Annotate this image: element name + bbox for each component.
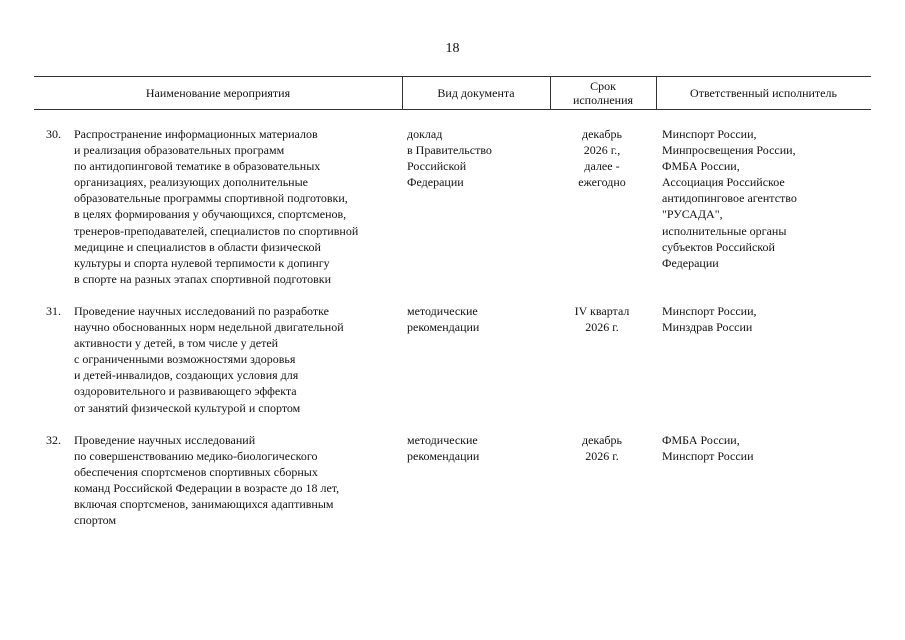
row-title: Распространение информационных материалов и реализация образовательных программ по антидопинговой тематике в образовательных организациях, реализующих дополнительные образовательные программы спортивной подготовки, в целях формирования у обучающихся, спортсменов, тренеров-преподавателей, специалистов по спортивной медицине и специалистов в области физической культуры и спорта нулевой терпимости к допингу в спорте на разных этапах спортивной подготовки	[74, 127, 359, 286]
row-deadline: декабрь 2026 г.	[582, 433, 622, 464]
row-doc-type: методические рекомендации	[407, 433, 480, 464]
row-responsible: Минспорт России, Минздрав России	[662, 304, 757, 335]
header-responsible: Ответственный исполнитель	[690, 86, 837, 100]
row-responsible: Минспорт России, Минпросвещения России, ФМБА России, Ассоциация Российское антидопинговое агентство "РУСАДА", исполнительные органы субъектов Российской Федерации	[662, 127, 797, 270]
row-doc-type: доклад в Правительство Российской Федерации	[407, 127, 492, 190]
row-deadline: IV квартал 2026 г.	[574, 304, 630, 335]
row-number: 32.	[46, 433, 61, 447]
row-number: 30.	[46, 127, 61, 141]
page-number: 18	[445, 41, 460, 56]
row-responsible: ФМБА России, Минспорт России	[662, 433, 754, 464]
header-name: Наименование мероприятия	[145, 86, 291, 100]
row-title: Проведение научных исследований по совершенствованию медико-биологического обеспечения спортсменов спортивных сборных команд Российской Федерации в возрасте до 18 лет, включая спортсменов, занимающихся адаптивным спортом	[74, 433, 340, 528]
row-title: Проведение научных исследований по разработке научно обоснованных норм недельной двигательной активности у детей, в том числе у детей с ограниченными возможностями здоровья и детей-инвалидов, создающих условия для оздоровительного и развивающего эффекта от занятий физической культурой и спортом	[74, 304, 344, 415]
header-deadline: Срок исполнения	[572, 79, 634, 107]
row-deadline: декабрь 2026 г., далее - ежегодно	[578, 127, 626, 190]
row-number: 31.	[46, 304, 61, 318]
header-doc-type: Вид документа	[437, 86, 515, 100]
header-bottom-rule	[34, 109, 871, 110]
row-doc-type: методические рекомендации	[407, 304, 480, 335]
